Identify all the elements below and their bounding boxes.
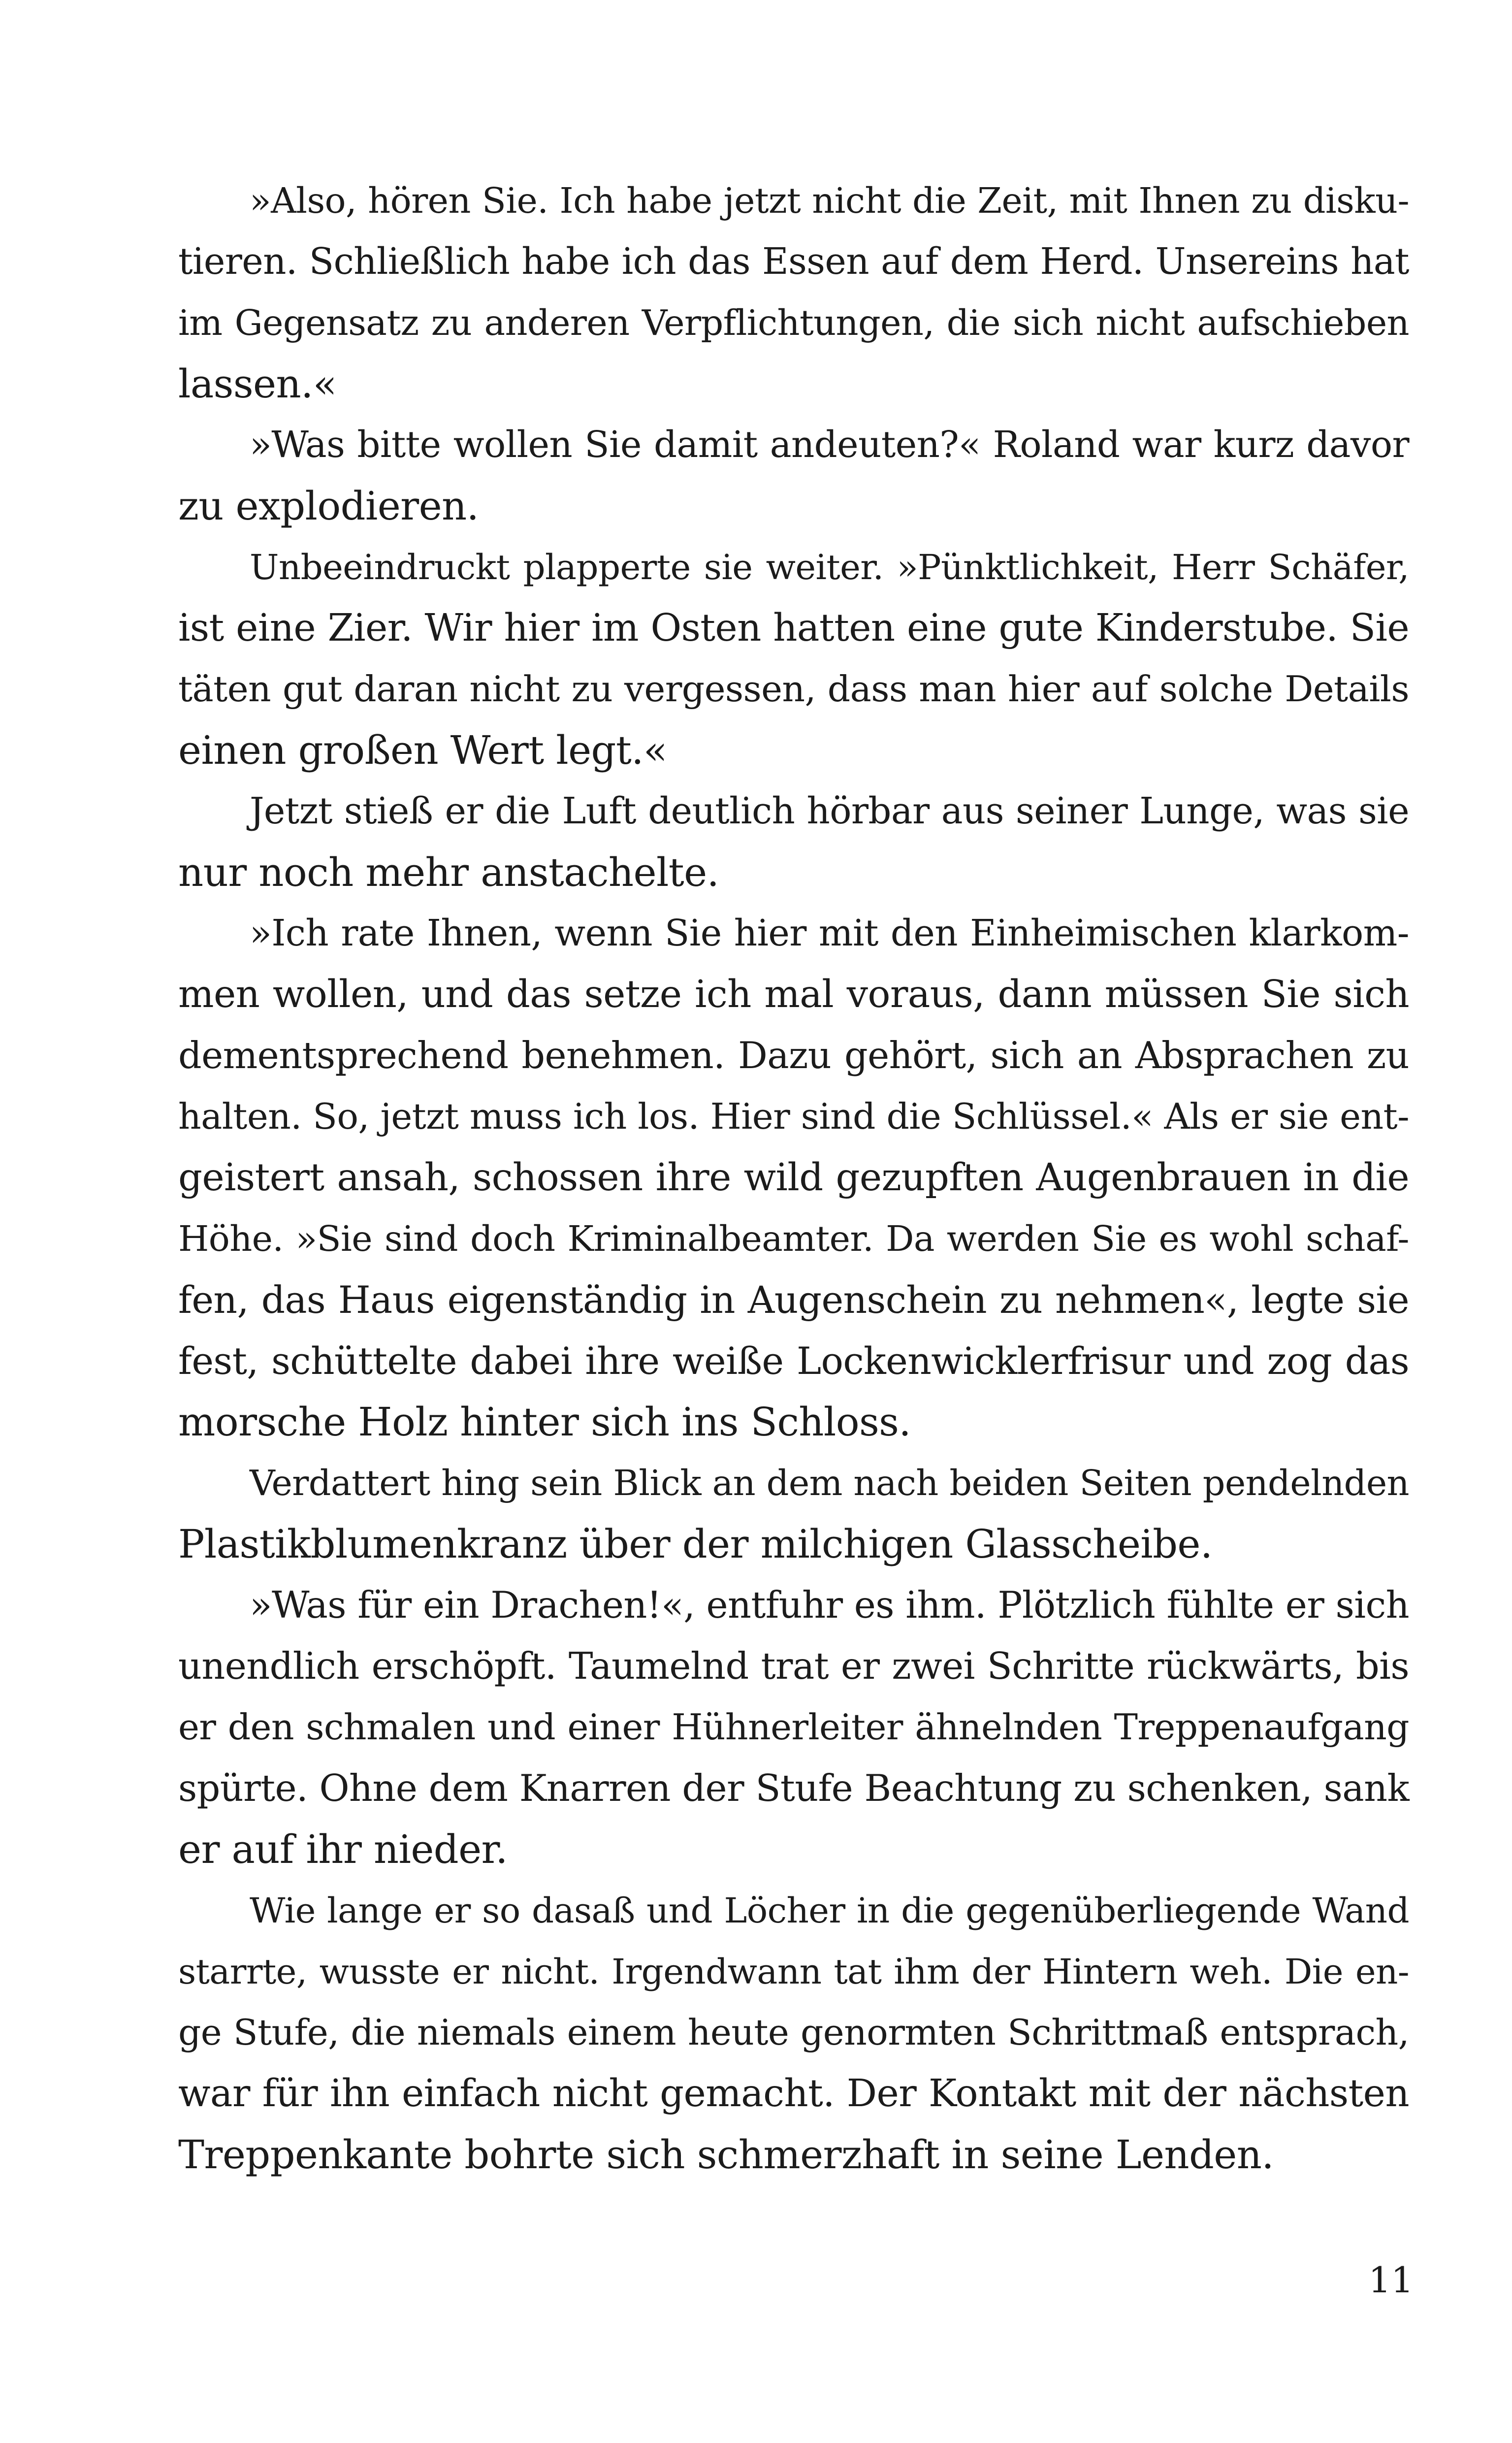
text-line: morsche Holz hinter sich ins Schloss. xyxy=(178,1399,911,1445)
text-line: ge Stufe, die niemals einem heute genormten Schrittmaß entsprach, xyxy=(178,2012,1409,2053)
text-line: men wollen, und das setze ich mal voraus, dann müssen Sie sich xyxy=(178,973,1409,1016)
text-line: täten gut daran nicht zu vergessen, dass man hier auf solche Details xyxy=(178,669,1409,710)
text-line: Jetzt stieß er die Luft deutlich hörbar aus seiner Lunge, was sie xyxy=(250,790,1409,832)
text-line: »Was bitte wollen Sie damit andeuten?« Roland war kurz davor xyxy=(250,424,1409,466)
text-line: »Was für ein Drachen!«, entfuhr es ihm. Plötzlich fühlte er sich xyxy=(250,1584,1409,1627)
text-line: »Also, hören Sie. Ich habe jetzt nicht die Zeit, mit Ihnen zu disku- xyxy=(250,180,1409,221)
text-line: geistert ansah, schossen ihre wild gezupften Augenbrauen in die xyxy=(178,1156,1409,1200)
text-line: Wie lange er so dasaß und Löcher in die gegenüberliegende Wand xyxy=(250,1890,1409,1931)
text-line: lassen.« xyxy=(178,361,337,407)
text-line: einen großen Wert legt.« xyxy=(178,727,667,773)
text-line: starrte, wusste er nicht. Irgendwann tat ihm der Hintern weh. Die en- xyxy=(178,1952,1409,1992)
text-line: Plastikblumenkranz über der milchigen Glasscheibe. xyxy=(178,1521,1213,1567)
text-line: Treppenkante bohrte sich schmerzhaft in seine Lenden. xyxy=(178,2132,1274,2178)
page-number: 11 xyxy=(1368,2259,1414,2301)
text-line: Höhe. »Sie sind doch Kriminalbeamter. Da werden Sie es wohl schaf- xyxy=(178,1218,1409,1259)
text-line: im Gegensatz zu anderen Verpflichtungen, die sich nicht aufschieben xyxy=(178,302,1409,343)
text-line: Verdattert hing sein Blick an dem nach beiden Seiten pendelnden xyxy=(250,1463,1409,1503)
text-line: halten. So, jetzt muss ich los. Hier sind die Schlüssel.« Als er sie ent- xyxy=(178,1096,1409,1138)
text-line: Unbeeindruckt plapperte sie weiter. »Pünktlichkeit, Herr Schäfer, xyxy=(250,547,1409,587)
text-line: er auf ihr nieder. xyxy=(178,1826,508,1872)
text-line: unendlich erschöpft. Taumelnd trat er zwei Schritte rückwärts, bis xyxy=(178,1645,1409,1688)
text-line: fen, das Haus eigenständig in Augenschein zu nehmen«, legte sie xyxy=(178,1278,1409,1322)
text-line: dementsprechend benehmen. Dazu gehört, sich an Absprachen zu xyxy=(178,1034,1409,1077)
text-line: war für ihn einfach nicht gemacht. Der Kontakt mit der nächsten xyxy=(178,2072,1409,2116)
text-line: ist eine Zier. Wir hier im Osten hatten eine gute Kinderstube. Sie xyxy=(178,606,1409,650)
text-line: er den schmalen und einer Hühnerleiter ähnelnden Treppenaufgang xyxy=(178,1707,1409,1748)
text-line: tieren. Schließlich habe ich das Essen auf dem Herd. Unsereins hat xyxy=(178,241,1409,283)
text-line: fest, schüttelte dabei ihre weiße Lockenwicklerfrisur und zog das xyxy=(178,1339,1409,1383)
text-line: »Ich rate Ihnen, wenn Sie hier mit den Einheimischen klarkom- xyxy=(250,912,1409,954)
body-text xyxy=(178,170,1409,2185)
text-line: nur noch mehr anstachelte. xyxy=(178,849,719,895)
text-line: zu explodieren. xyxy=(178,483,479,529)
text-line: spürte. Ohne dem Knarren der Stufe Beachtung zu schenken, sank xyxy=(178,1767,1409,1810)
